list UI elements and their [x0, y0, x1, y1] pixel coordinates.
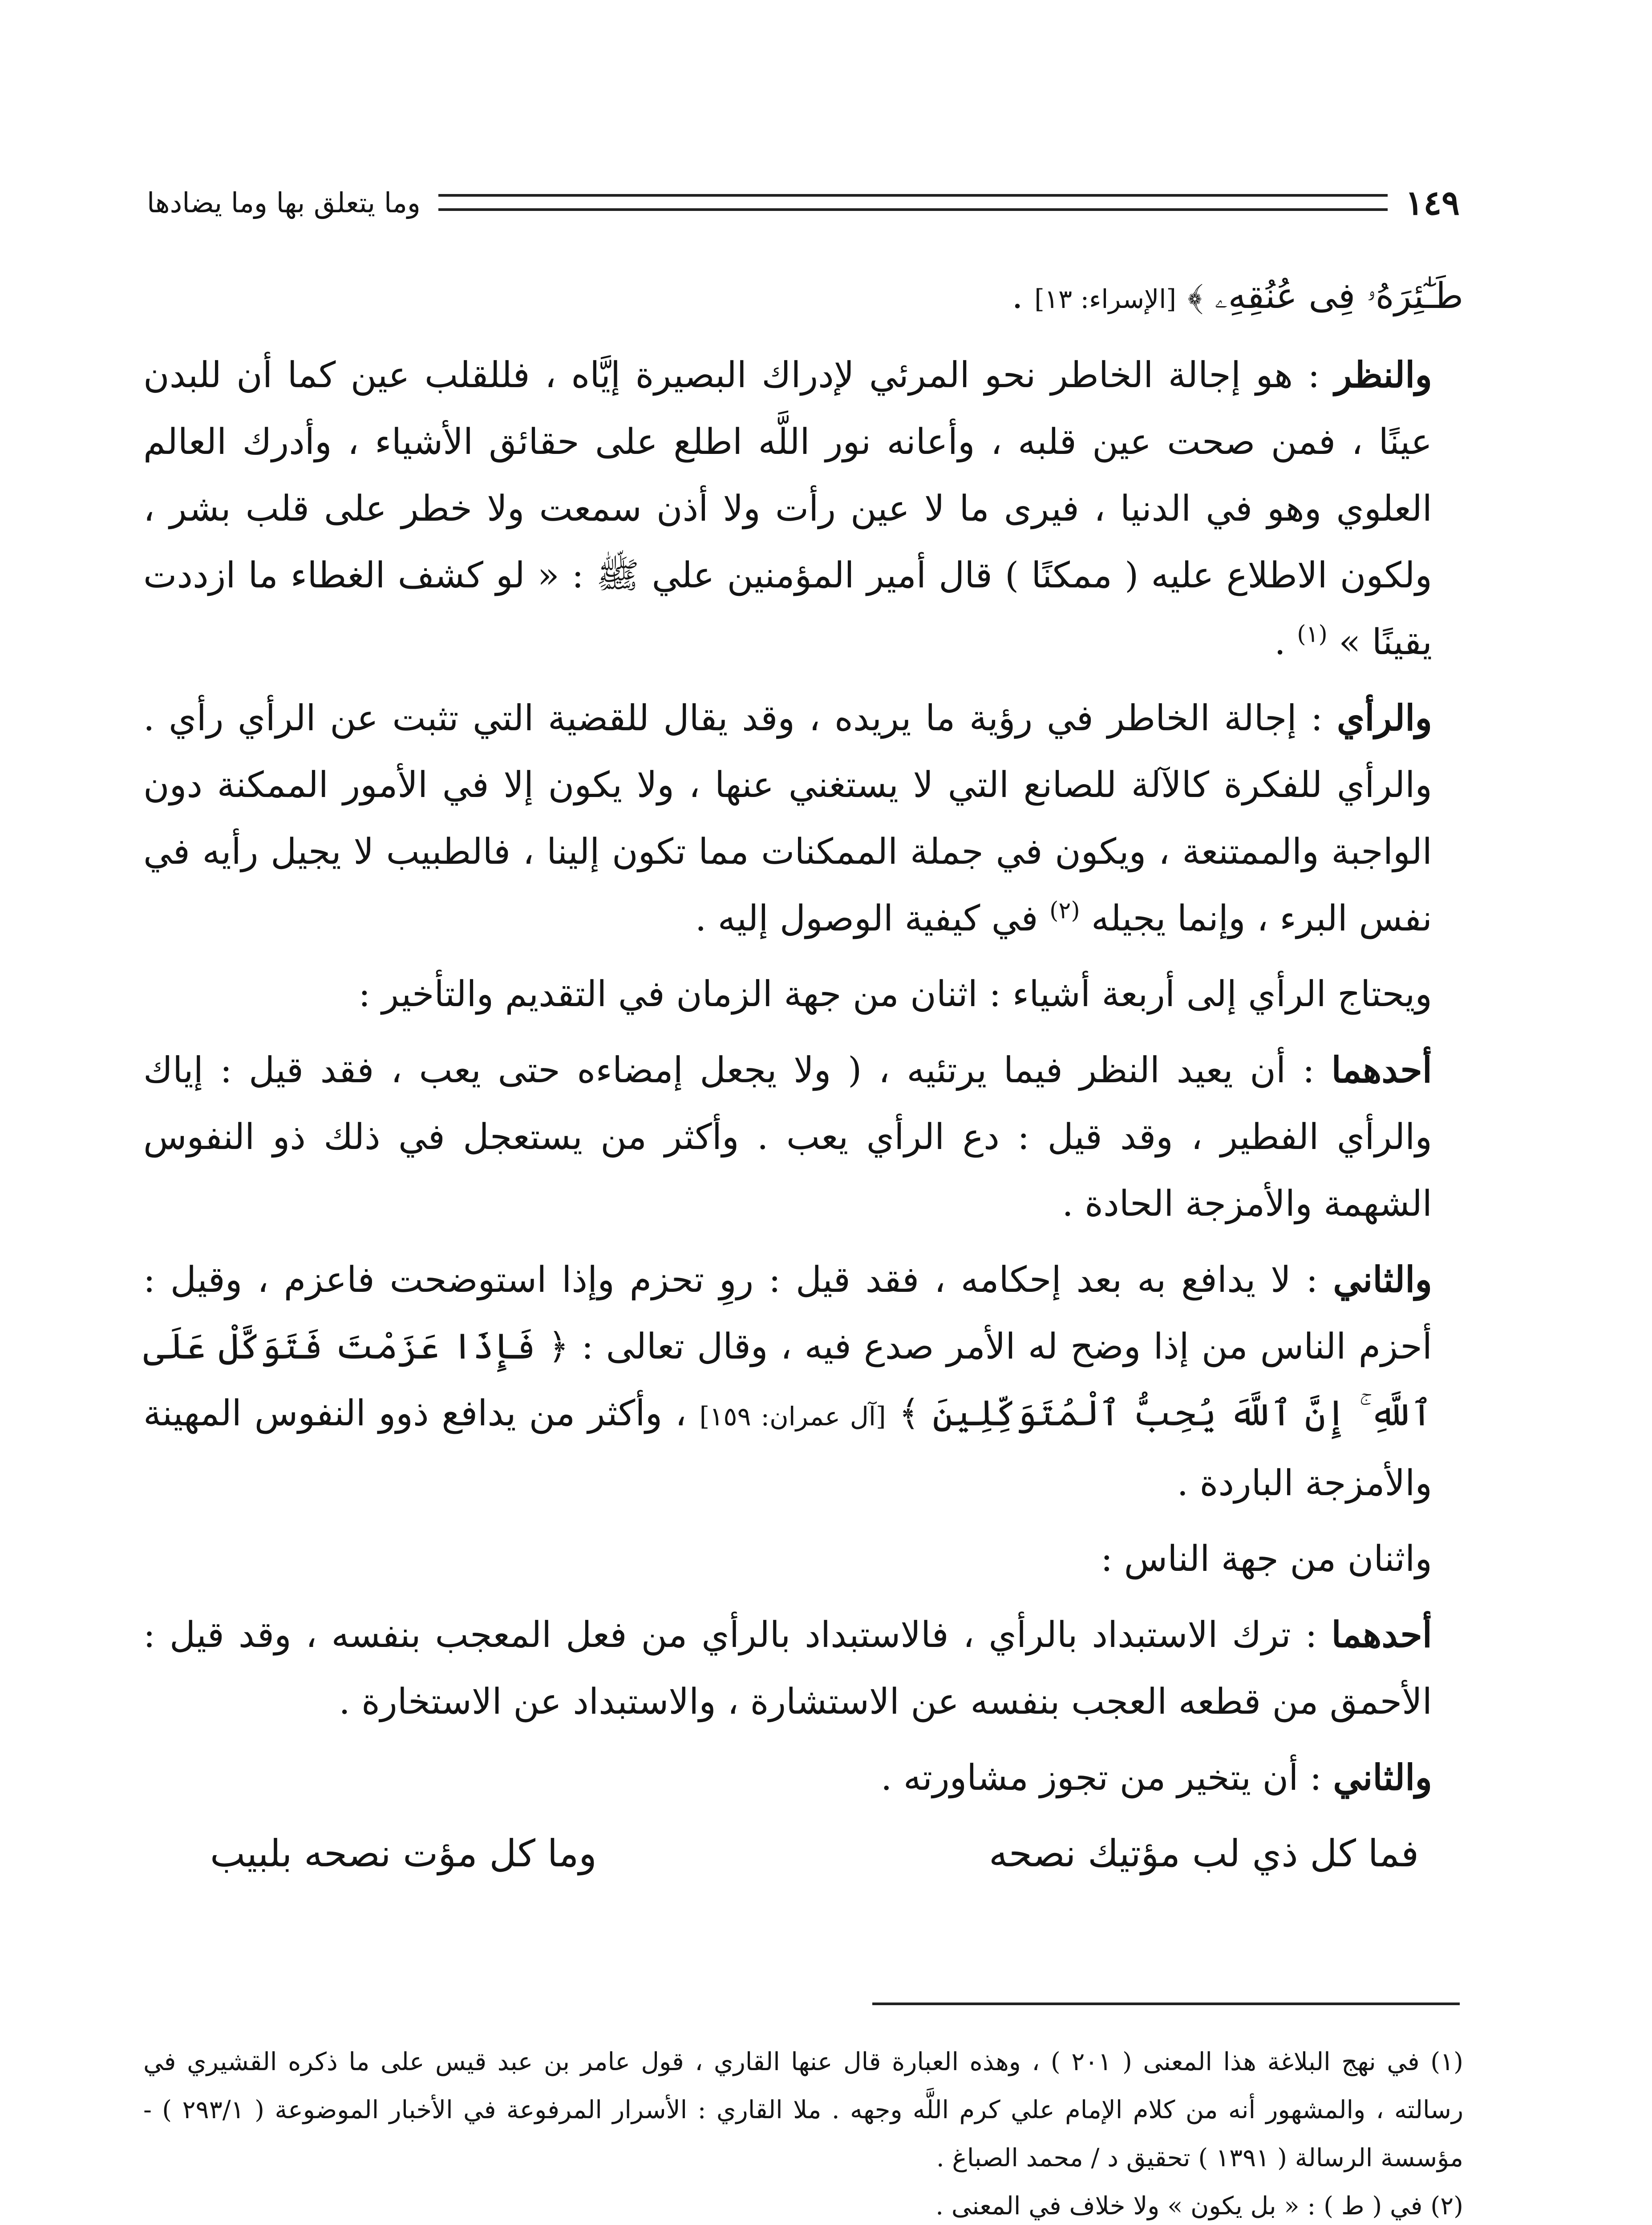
paragraph-text: : إجالة الخاطر في رؤية ما يريده ، وقد يقال للقضية التي تثبت عن الرأي رأي . والرأي للفكرة كالآلة للصانع التي لا يستغني عنها ، ولا يكون إلا في الأمور الممكنة دون الواجبة والممتنعة ، ويكون في جملة الممكنات مما تكون إلينا ، فالطبيب لا يجيل رأيه في نفس البرء ، وإنما يجيله — [143, 697, 1433, 939]
paragraph-end: . — [1274, 621, 1297, 663]
paragraph-first-time — [143, 1036, 1463, 1237]
verse-end: . — [1012, 275, 1035, 316]
paragraph-text: : ترك الاستبداد بالرأي ، فالاستبداد بالرأي من فعل المعجب بنفسه ، وقد قيل : الأحمق من قطعه العجب بنفسه عن الاستشارة ، والاستبداد عن الاستخارة . — [143, 1614, 1432, 1722]
paragraph-text: : هو إجالة الخاطر نحو المرئي لإدراك البصيرة إيَّاه ، فللقلب عين كما أن للبدن عينًا ، فمن صحت عين قلبه ، وأعانه نور اللَّه اطلع على حقائق الأشياء ، وأدرك العالم العلوي وهو في الدنيا ، فيرى ما لا عين رأت ولا أذن سمعت ولا خطر على قلب بشر ، ولكون الاطلاع عليه ( ممكنًا ) قال أمير المؤمنين علي ﷺ : « لو كشف الغطاء ما ازددت يقينًا » — [143, 354, 1432, 663]
paragraph-text: : أن يتخير من تجوز مشاورته . — [880, 1757, 1333, 1798]
term-ray: والرأي — [1336, 697, 1432, 739]
paragraph-first-people — [143, 1601, 1463, 1735]
main-text — [143, 263, 1463, 1887]
paragraph-second-people — [143, 1744, 1463, 1811]
verse-citation: [آل عمران: ١٥٩] — [699, 1401, 886, 1432]
paragraph-second-time — [143, 1246, 1463, 1517]
footnote-ref-2[interactable]: (٢) — [1049, 897, 1080, 924]
quran-verse: ﴿ فَإِذَا عَزَمْتَ فَتَوَكَّلْ عَلَى ٱللَّهِ ۚ إِنَّ ٱللَّهَ يُحِبُّ ٱلْمُتَوَكِّلِينَ ﴾ — [143, 1326, 1432, 1434]
footnotes — [143, 2038, 1463, 2225]
term-first: أحدهما — [1331, 1614, 1432, 1655]
footnote-ref-1[interactable]: (١) — [1297, 621, 1328, 648]
quran-verse: طَـٰٓئِرَهُۥ فِى عُنُقِهِۦ ﴾ — [1187, 275, 1463, 316]
term-second: والثاني — [1333, 1756, 1432, 1798]
poem-hemistich-first: فما كل ذي لب مؤتيك نصحه — [988, 1832, 1419, 1875]
poem-hemistich-second: وما كل مؤت نصحه بلبيب — [210, 1832, 597, 1875]
paragraph-nazar — [143, 341, 1463, 676]
verse-citation: [الإسراء: ١٣] — [1034, 284, 1176, 314]
paragraph-end: في كيفية الوصول إليه . — [695, 898, 1050, 939]
paragraph-text: : أن يعيد النظر فيما يرتئيه ، ( ولا يجعل إمضاءه حتى يعب ، فقد قيل : إياك والرأي الفطير ، وقد قيل : دع الرأي يعب . وأكثر من يستعجل في ذلك ذو النفوس الشهمة والأمزجة الحادة . — [143, 1049, 1432, 1224]
paragraph-text: : لا يدافع به بعد إحكامه ، فقد قيل : روِ تحزم وإذا استوضحت فاعزم ، وقيل : أحزم الناس من إذا وضح له الأمر صدع فيه ، وقال تعالى : — [143, 1259, 1433, 1367]
paragraph-end: ، وأكثر من يدافع ذوو النفوس المهينة والأمزجة الباردة . — [143, 1392, 1432, 1504]
footnote-2: (٢) في ( ط ) : « بل يكون » ولا خلاف في المعنى . — [935, 2192, 1463, 2221]
footnote-separator — [872, 2002, 1460, 2005]
term-second: والثاني — [1333, 1258, 1432, 1300]
paragraph-four-things: ويحتاج الرأي إلى أربعة أشياء : اثنان من جهة الزمان في التقديم والتأخير : — [358, 973, 1432, 1015]
verse-continuation — [143, 263, 1463, 332]
term-nazar: والنظر — [1334, 354, 1432, 396]
paragraph-ray — [143, 684, 1463, 952]
term-first: أحدهما — [1331, 1049, 1432, 1091]
poem-verse — [143, 1820, 1463, 1887]
running-header — [147, 178, 1460, 227]
header-title: وما يتعلق بها وما يضادها — [147, 186, 421, 219]
paragraph-people: واثنان من جهة الناس : — [1101, 1538, 1432, 1579]
page-number: ١٤٩ — [1405, 182, 1460, 222]
footnote-1: (١) في نهج البلاغة هذا المعنى ( ٢٠١ ) ، وهذه العبارة قال عنها القاري ، قول عامر بن عبد قيس على ما ذكره القشيري في رسالته ، والمشهور أنه من كلام الإمام علي كرم اللَّه وجهه . ملا القاري : الأسرار المرفوعة في الأخبار الموضوعة ( ٢٩٣/١ ) - مؤسسة الرسالة ( ١٣٩١ ) تحقيق د / محمد الصباغ . — [143, 2047, 1464, 2172]
header-rule — [438, 194, 1388, 211]
